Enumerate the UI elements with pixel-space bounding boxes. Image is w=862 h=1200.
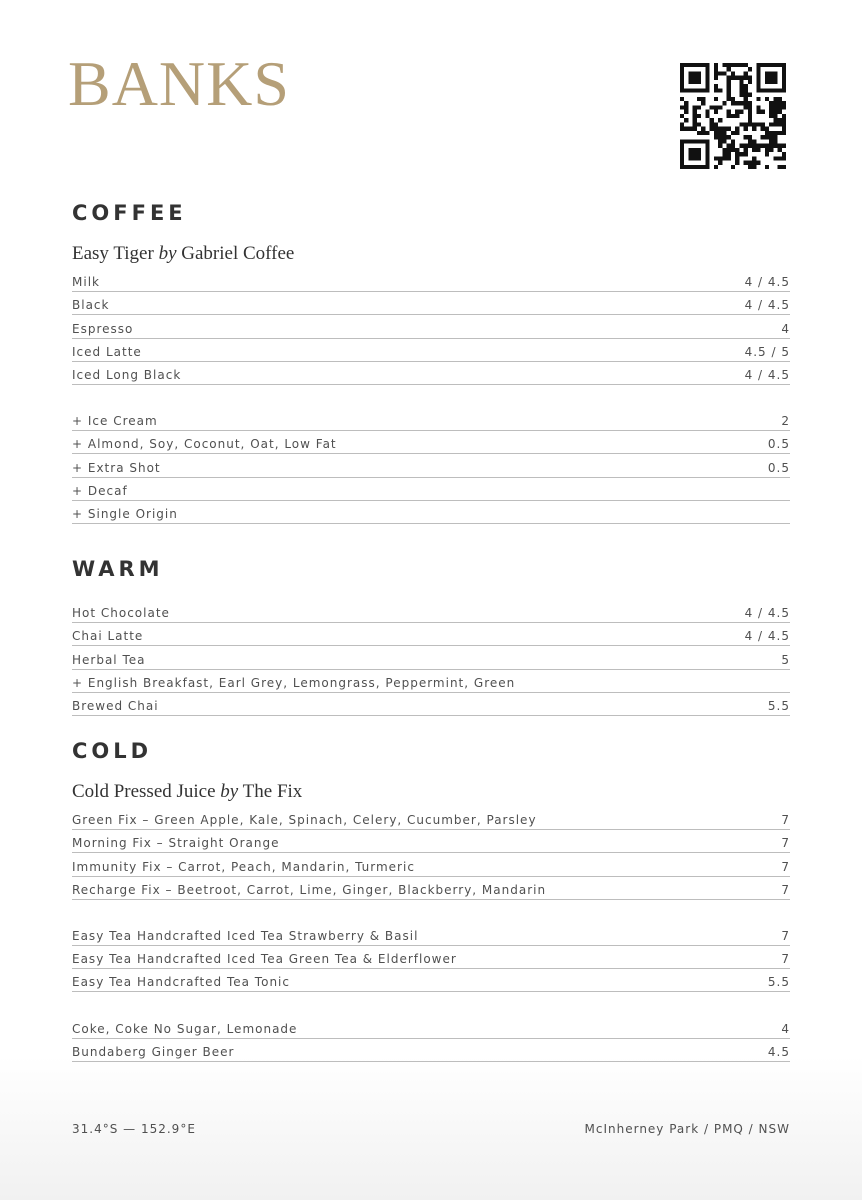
- menu-item: [72, 670, 790, 693]
- menu-item: [72, 315, 790, 338]
- item-price: 4 / 4.5: [744, 275, 790, 290]
- item-name: Immunity Fix – Carrot, Peach, Mandarin, Turmeric: [72, 859, 415, 874]
- item-price: 4.5 / 5: [744, 344, 790, 359]
- item-price: 7: [781, 952, 790, 967]
- menu-item: [72, 877, 790, 900]
- item-price: 5.5: [767, 698, 790, 713]
- menu-item: [72, 693, 790, 716]
- item-name: Brewed Chai: [72, 698, 159, 713]
- item-name: Iced Latte: [72, 344, 142, 359]
- menu-item: [72, 807, 790, 830]
- cold-juice-maker: The Fix: [242, 781, 303, 802]
- item-price: 7: [781, 882, 790, 897]
- menu-item: [72, 853, 790, 876]
- item-name: + Single Origin: [72, 506, 178, 521]
- footer-location: McInherney Park / PMQ / NSW: [584, 1122, 790, 1136]
- item-name: Milk: [72, 275, 100, 290]
- coffee-roaster: Gabriel Coffee: [181, 243, 295, 264]
- menu-item: [72, 269, 790, 292]
- menu-item: [72, 923, 790, 946]
- section-title-cold: COLD: [72, 739, 153, 763]
- section-title-coffee: COFFEE: [72, 201, 187, 225]
- item-name: Easy Tea Handcrafted Iced Tea Strawberry & Basil: [72, 928, 419, 943]
- menu-item: [72, 830, 790, 853]
- item-name: + Almond, Soy, Coconut, Oat, Low Fat: [72, 437, 337, 452]
- item-name: Recharge Fix – Beetroot, Carrot, Lime, Ginger, Blackberry, Mandarin: [72, 882, 547, 897]
- coffee-subtitle: [72, 244, 790, 263]
- warm-list: [72, 600, 790, 716]
- item-price: 7: [781, 928, 790, 943]
- item-price: 4 / 4.5: [744, 629, 790, 644]
- item-name: Green Fix – Green Apple, Kale, Spinach, Celery, Cucumber, Parsley: [72, 813, 537, 828]
- item-price: 4.5: [767, 1044, 790, 1059]
- item-price: 7: [781, 859, 790, 874]
- item-name: + Decaf: [72, 483, 128, 498]
- item-name: Bundaberg Ginger Beer: [72, 1044, 235, 1059]
- cold-section: [72, 741, 790, 1062]
- menu-item: [72, 969, 790, 992]
- coffee-brand: Easy Tiger: [72, 243, 154, 264]
- item-price: 4 / 4.5: [744, 367, 790, 382]
- item-name: + Extra Shot: [72, 460, 161, 475]
- footer-coordinates: 31.4°S — 152.9°E: [72, 1122, 196, 1136]
- item-price: 0.5: [767, 460, 790, 475]
- item-name: Espresso: [72, 321, 134, 336]
- cold-juice-name: Cold Pressed Juice: [72, 781, 216, 802]
- menu-item: [72, 623, 790, 646]
- coffee-section: [72, 203, 790, 524]
- item-name: Black: [72, 298, 110, 313]
- qr-code[interactable]: [680, 63, 786, 169]
- item-price: 4 / 4.5: [744, 298, 790, 313]
- cold-list: [72, 807, 790, 1062]
- item-price: 7: [781, 836, 790, 851]
- item-name: Morning Fix – Straight Orange: [72, 836, 280, 851]
- section-title-warm: WARM: [72, 557, 164, 581]
- menu-item: [72, 1015, 790, 1038]
- item-price: 5.5: [767, 975, 790, 990]
- cold-by: by: [220, 781, 239, 802]
- item-name: Easy Tea Handcrafted Iced Tea Green Tea & Elderflower: [72, 952, 457, 967]
- item-name: + English Breakfast, Earl Grey, Lemongrass, Peppermint, Green: [72, 675, 516, 690]
- extra-item: [72, 501, 790, 524]
- item-price: 5: [781, 652, 790, 667]
- menu-item: [72, 339, 790, 362]
- item-name: Herbal Tea: [72, 652, 146, 667]
- item-price: 4: [781, 1021, 790, 1036]
- extra-item: [72, 431, 790, 454]
- item-name: Hot Chocolate: [72, 606, 170, 621]
- menu-item: [72, 646, 790, 669]
- coffee-list: [72, 269, 790, 524]
- item-price: 2: [781, 414, 790, 429]
- warm-section: [72, 559, 790, 716]
- extra-item: [72, 454, 790, 477]
- item-name: Iced Long Black: [72, 367, 182, 382]
- item-name: Easy Tea Handcrafted Tea Tonic: [72, 975, 290, 990]
- item-name: Coke, Coke No Sugar, Lemonade: [72, 1021, 298, 1036]
- item-price: 7: [781, 813, 790, 828]
- extra-item: [72, 408, 790, 431]
- menu-item: [72, 1039, 790, 1062]
- item-name: Chai Latte: [72, 629, 144, 644]
- cold-subtitle: [72, 782, 790, 801]
- item-name: + Ice Cream: [72, 414, 158, 429]
- item-price: 4 / 4.5: [744, 606, 790, 621]
- menu-item: [72, 600, 790, 623]
- item-price: 0.5: [767, 437, 790, 452]
- brand-logo: BANKS: [68, 48, 290, 119]
- menu-item: [72, 362, 790, 385]
- menu-item: [72, 946, 790, 969]
- coffee-by: by: [158, 243, 177, 264]
- item-price: 4: [781, 321, 790, 336]
- extra-item: [72, 478, 790, 501]
- menu-item: [72, 292, 790, 315]
